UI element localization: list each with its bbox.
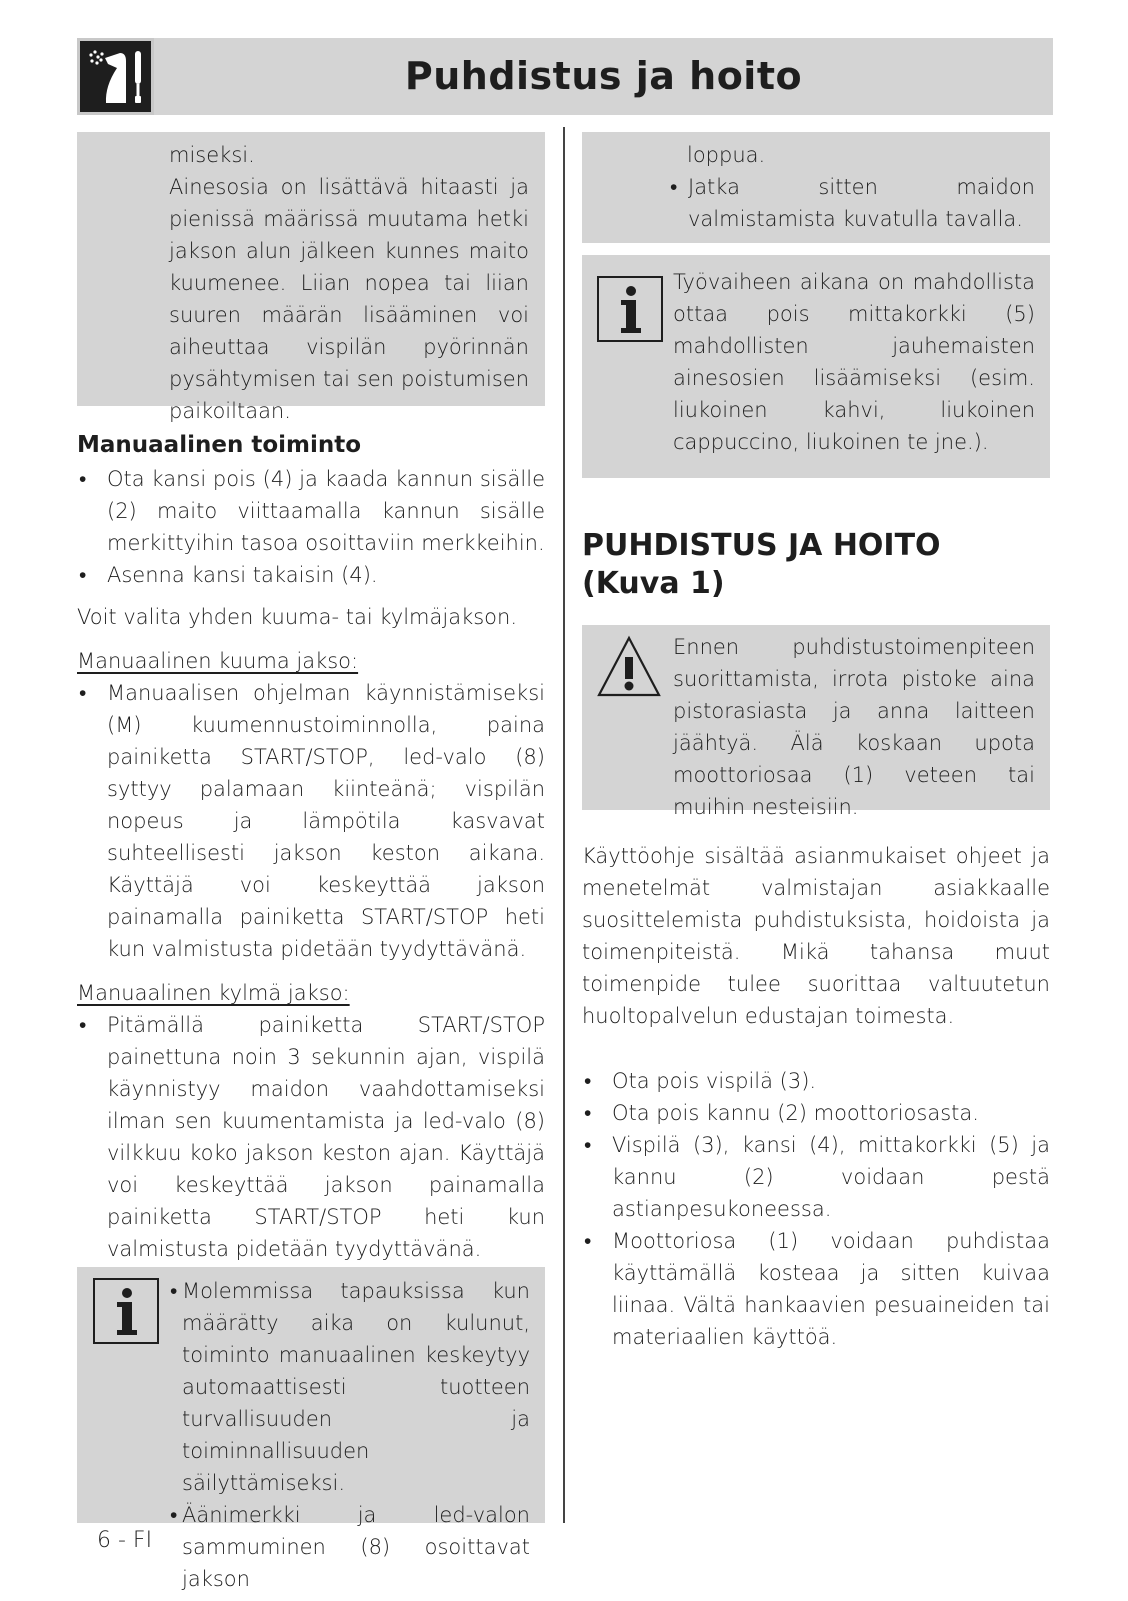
list-item: • Ota kansi pois (4) ja kaada kannun sisälle (2) maito viittaamalla kannun sisälle merkittyihin tasoa osoittaviin merkkeihin. bbox=[77, 463, 545, 559]
hot-cycle-heading: Manuaalinen kuuma jakso: bbox=[77, 649, 359, 673]
column-divider bbox=[563, 127, 565, 1523]
list-item: • Pitämällä painiketta START/STOP painettuna noin 3 sekunnin ajan, vispilä käynnistyy maidon vaahdottamiseksi ilman sen kuumentamista ja led-valo (8) vilkkuu koko jakson keston ajan. Käyttäjä voi keskeyttää jakson painamalla painiketta START/STOP heti kun valmistusta pidetään tyydyttävänä. bbox=[77, 1009, 545, 1265]
list-item: • Moottoriosa (1) voidaan puhdistaa käyttämällä kosteaa ja sitten kuivaa liinaa. Vältä hankaavien pesuaineiden tai materiaalien käyttöä. bbox=[582, 1225, 1050, 1353]
warning-triangle-icon bbox=[596, 635, 662, 701]
page-header bbox=[77, 38, 1053, 115]
section-heading bbox=[582, 527, 941, 603]
cleaning-steps bbox=[582, 1065, 1050, 1353]
warning-text: Ennen puhdistustoimenpiteen suorittamista, irrota pistoke aina pistorasiasta ja anna laitteen jäähtyä. Älä koskaan upota moottoriosaa (1) veteen tai muihin nesteisiin. bbox=[673, 635, 1035, 819]
list-item: • Ota pois kannu (2) moottoriosasta. bbox=[582, 1097, 1050, 1129]
continuation-box-right bbox=[582, 132, 1050, 243]
ingredients-note: Ainesosia on lisättävä hitaasti ja pienissä määrissä muutama hetki jakson alun jälkeen kunnes maito kuumenee. Liian nopea tai liian suuren määrän lisääminen voi aiheuttaa vispilän pyörinnän pysähtymisen tai sen poistumisen paikoiltaan. bbox=[169, 175, 529, 423]
warning-box bbox=[582, 625, 1050, 819]
list-item: • Manuaalisen ohjelman käynnistämiseksi (M) kuumennustoiminnolla, paina painiketta START/STOP, led-valo (8) syttyy palamaan kiinteänä; vispilän nopeus ja lämpötila kasvavat suhteellisesti jakson keston aikana. Käyttäjä voi keskeyttää jakson painamalla painiketta START/STOP heti kun valmistusta pidetään tyydyttävänä. bbox=[77, 677, 545, 965]
info-text: Työvaiheen aikana on mahdollista ottaa pois mittakorkki (5) mahdollisten jauhemaisten ainesosien lisäämiseksi (esim. liukoinen kahvi, liukoinen cappuccino, liukoinen te jne.). bbox=[673, 270, 1035, 454]
list-item: • Jatka sitten maidon valmistamista kuvatulla tavalla. bbox=[670, 171, 1035, 235]
info-icon bbox=[597, 276, 663, 342]
list-item: • Äänimerkki ja led-valon sammuminen (8) osoittavat jakson bbox=[170, 1499, 530, 1595]
page-title: Puhdistus ja hoito bbox=[404, 54, 803, 98]
manual-steps bbox=[77, 463, 545, 1265]
section-heading-line2: (Kuva 1) bbox=[582, 566, 725, 601]
info-icon bbox=[93, 1278, 159, 1344]
page-number: 6 - FI bbox=[97, 1528, 153, 1553]
continuation-text: loppua. bbox=[687, 143, 766, 167]
continuation-text: miseksi. bbox=[169, 143, 255, 167]
cleaning-intro bbox=[582, 840, 1050, 1032]
cold-cycle-heading: Manuaalinen kylmä jakso: bbox=[77, 981, 350, 1005]
section-heading-line1: PUHDISTUS JA HOITO bbox=[582, 528, 941, 563]
list-item: • Asenna kansi takaisin (4). bbox=[77, 559, 545, 591]
info-box-right bbox=[582, 255, 1050, 478]
list-item: • Vispilä (3), kansi (4), mittakorkki (5) ja kannu (2) voidaan pestä astianpesukoneessa. bbox=[582, 1129, 1050, 1225]
cleaning-spray-brush-icon bbox=[77, 38, 154, 115]
choose-cycle-text: Voit valita yhden kuuma- tai kylmäjakson. bbox=[77, 605, 518, 629]
manual-operation-heading: Manuaalinen toiminto bbox=[77, 432, 362, 458]
list-item: • Ota pois vispilä (3). bbox=[582, 1065, 1050, 1097]
intro-text: Käyttöohje sisältää asianmukaiset ohjeet ja menetelmät valmistajan asiakkaalle suosittelemista puhdistuksista, hoidoista ja toimenpiteistä. Mikä tahansa muut toimenpide tulee suorittaa valtuutetun huoltopalvelun edustajan toimesta. bbox=[582, 844, 1050, 1028]
list-item: • Molemmissa tapauksissa kun määrätty aika on kulunut, toiminto manuaalinen keskeytyy automaattisesti tuotteen turvallisuuden ja toiminnallisuuden säilyttämiseksi. bbox=[170, 1275, 530, 1499]
continuation-box-left bbox=[77, 132, 545, 423]
